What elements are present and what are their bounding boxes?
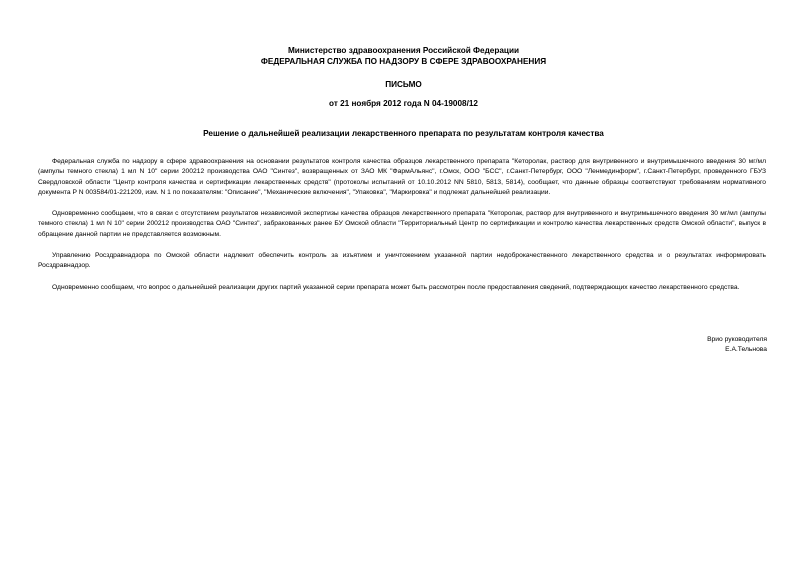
body-paragraph-1: Федеральная служба по надзору в сфере здравоохранения на основании результатов контроля качества образцов лекарственного препарата "Кеторолак, раствор для внутривенного и внутримышечного введения 30 мг/мл (ампулы темного стекла) 1 мл N 10" серии 200212 производства ОАО "Синтез", возвращенных от ЗАО МК "ФармАльянс", г.Омск, ООО "БСС", г.Санкт-Петербург, ООО "Ленмединформ", г.Санкт-Петербург, проведенного ГБУЗ Свердловской области "Центр контроля качества и сертификации лекарственных средств" (протоколы испытаний от 10.10.2012 NN 5810, 5813, 5814), сообщает, что данные образцы соответствуют требованиям нормативного документа Р N 003584/01-221209, изм. N 1 по показателям: "Описание", "Механические включения", "Упаковка", "Маркировка" и подлежат дальнейшей реализации. [38,158,766,197]
body-paragraph-3: Управлению Росздравнадзора по Омской области надлежит обеспечить контроль за изъятием и уничтожением указанной партии недоброкачественного лекарственного средства и о результатах информировать Росздравнадзор. [38,252,766,270]
document-title: Решение о дальнейшей реализации лекарственного препарата по результатам контроля качества [203,129,604,138]
body-paragraph-4: Одновременно сообщаем, что вопрос о дальнейшей реализации других партий указанной серии препарата может быть рассмотрен после предоставления сведений, подтверждающих качество лекарственного средства. [52,284,740,291]
document-date-number: от 21 ноября 2012 года N 04-19008/12 [329,99,478,108]
signature-name: Е.А.Тельнова [725,346,767,353]
service-heading: ФЕДЕРАЛЬНАЯ СЛУЖБА ПО НАДЗОРУ В СФЕРЕ ЗДРАВООХРАНЕНИЯ [260,57,547,66]
document-type: ПИСЬМО [385,80,422,89]
body-paragraph-2: Одновременно сообщаем, что в связи с отсутствием результатов независимой экспертизы качества образцов лекарственного препарата "Кеторолак, раствор для внутривенного и внутримышечного введения 30 мг/мл (ампулы темного стекла) 1 мл N 10" серии 200212 производства ОАО "Синтез", забракованных ранее БУ Омской области "Территориальный Центр по сертификации и контролю качества лекарственных средств Омской области", выпуск в обращение данной партии не представляется возможным. [38,210,766,238]
ministry-heading: Министерство здравоохранения Российской Федерации [287,46,520,55]
signature-position: Врио руководителя [707,336,767,343]
